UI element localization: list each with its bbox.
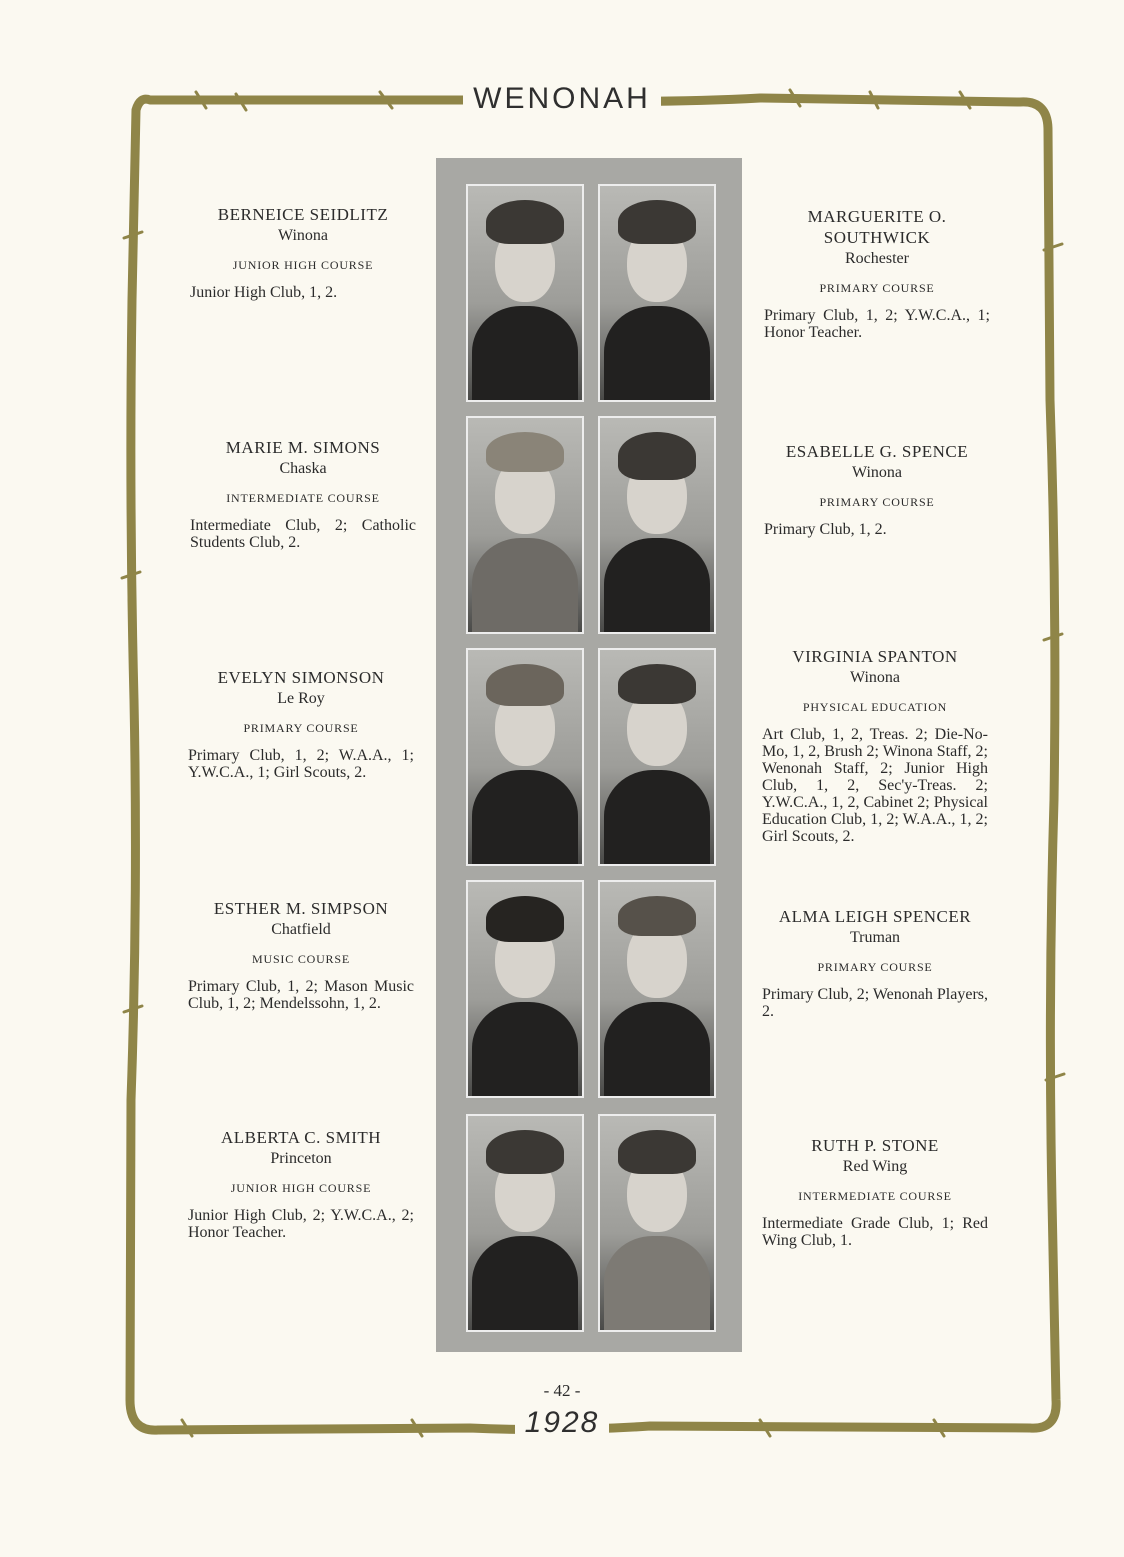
student-hometown: Chatfield: [271, 921, 331, 938]
student-hometown: Red Wing: [842, 1158, 908, 1175]
student-course: INTERMEDIATE COURSE: [226, 491, 380, 505]
student-hometown: Winona: [851, 464, 902, 481]
student-activities: Junior High Club, 2; Y.W.C.A., 2; Honor Teacher.: [188, 1207, 414, 1241]
student-entry: [762, 906, 988, 1020]
student-name: RUTH P. STONE: [811, 1136, 939, 1155]
student-activities: Primary Club, 1, 2; Y.W.C.A., 1; Honor Teacher.: [764, 307, 990, 341]
student-activities: Junior High Club, 1, 2.: [190, 284, 338, 301]
portrait-photo-stone: [598, 1114, 716, 1332]
student-name: EVELYN SIMONSON: [217, 668, 385, 687]
student-hometown: Truman: [849, 929, 901, 946]
page-header-title: [0, 82, 1124, 116]
student-activities: Primary Club, 1, 2; W.A.A., 1; Y.W.C.A., 1; Girl Scouts, 2.: [188, 747, 414, 781]
student-activities: Intermediate Club, 2; Catholic Students Club, 2.: [190, 517, 416, 551]
student-name: MARIE M. SIMONS: [225, 438, 381, 457]
student-name: BERNEICE SEIDLITZ: [217, 205, 389, 224]
student-entry: [762, 1135, 988, 1249]
student-hometown: Princeton: [270, 1150, 332, 1167]
portrait-photo-seidlitz: [466, 184, 584, 402]
footer-year: [0, 1406, 1124, 1440]
student-name: MARGUERITE O. SOUTHWICK: [807, 207, 947, 247]
student-entry: [190, 437, 416, 551]
student-course: INTERMEDIATE COURSE: [798, 1189, 952, 1203]
portrait-photo-spanton: [598, 648, 716, 866]
student-course: MUSIC COURSE: [252, 952, 350, 966]
student-entry: [764, 441, 990, 538]
student-name: ESABELLE G. SPENCE: [785, 442, 969, 461]
portrait-photo-southwick: [598, 184, 716, 402]
student-name: VIRGINIA SPANTON: [792, 647, 958, 666]
student-name: ESTHER M. SIMPSON: [213, 899, 389, 918]
student-hometown: Winona: [849, 669, 900, 686]
portrait-photo-simonson: [466, 648, 584, 866]
student-hometown: Winona: [277, 227, 328, 244]
student-course: JUNIOR HIGH COURSE: [232, 258, 374, 272]
student-activities: Primary Club, 1, 2.: [764, 521, 887, 538]
portrait-photo-smith: [466, 1114, 584, 1332]
student-entry: [762, 646, 988, 845]
student-course: PRIMARY COURSE: [819, 281, 935, 295]
portrait-photo-spencer: [598, 880, 716, 1098]
student-activities: Art Club, 1, 2, Treas. 2; Die-No-Mo, 1, 2, Brush 2; Winona Staff, 2; Wenonah Staff, 2; Junior High Club, 1, 2, Sec'y-Treas. 2; Y.W.C.A., 1, 2, Cabinet 2; Physical Education Club, 1, 2; W.A.A., 1, 2; Girl Scouts, 2.: [762, 726, 988, 845]
student-entry: [188, 898, 414, 1012]
header-title-text: WENONAH: [463, 82, 661, 115]
student-course: JUNIOR HIGH COURSE: [230, 1181, 372, 1195]
student-activities: Primary Club, 1, 2; Mason Music Club, 1, 2; Mendelssohn, 1, 2.: [188, 978, 414, 1012]
student-course: PRIMARY COURSE: [819, 495, 935, 509]
student-activities: Intermediate Grade Club, 1; Red Wing Club, 1.: [762, 1215, 988, 1249]
footer-year-text: 1928: [515, 1406, 610, 1439]
student-name: ALMA LEIGH SPENCER: [778, 907, 972, 926]
portrait-photo-spence: [598, 416, 716, 634]
portrait-photo-simons: [466, 416, 584, 634]
page-number: - 42 -: [543, 1381, 581, 1400]
student-hometown: Le Roy: [277, 690, 325, 707]
student-entry: [764, 206, 990, 341]
student-activities: Primary Club, 2; Wenonah Players, 2.: [762, 986, 988, 1020]
portrait-photo-simpson: [466, 880, 584, 1098]
student-course: PHYSICAL EDUCATION: [802, 700, 948, 714]
student-hometown: Rochester: [845, 250, 909, 267]
student-name: ALBERTA C. SMITH: [220, 1128, 382, 1147]
student-entry: [188, 667, 414, 781]
student-course: PRIMARY COURSE: [817, 960, 933, 974]
student-course: PRIMARY COURSE: [243, 721, 359, 735]
student-entry: [190, 204, 416, 301]
student-entry: [188, 1127, 414, 1241]
student-hometown: Chaska: [279, 460, 327, 477]
photo-strip: [436, 158, 742, 1352]
